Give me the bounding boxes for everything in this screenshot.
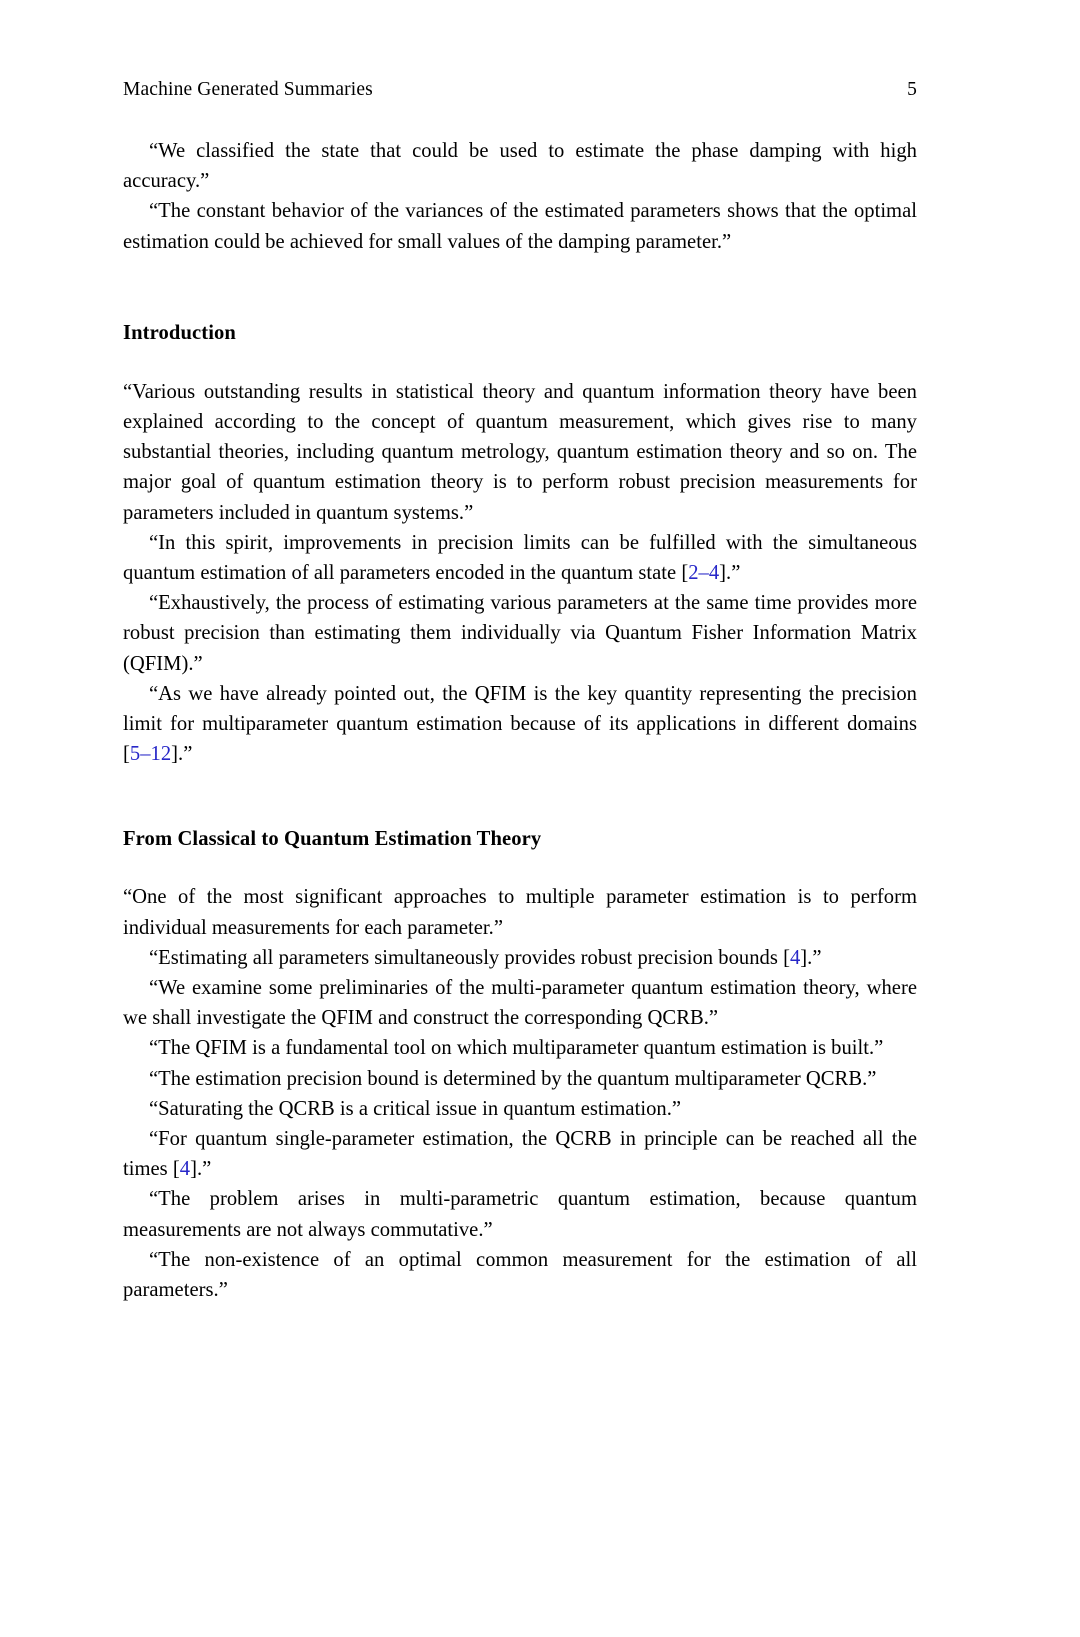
running-head-title: Machine Generated Summaries — [123, 79, 373, 100]
section2-paragraph-citation — [123, 943, 917, 973]
citation-link[interactable]: 2–4 — [688, 562, 720, 585]
paragraph-text-before-citation: “Estimating all parameters simultaneously provides robust precision bounds [ — [149, 946, 790, 969]
section-heading-classical-to-quantum: From Classical to Quantum Estimation Theory — [123, 828, 542, 851]
section2-paragraph: “The non-existence of an optimal common measurement for the estimation of all parameters.” — [123, 1248, 917, 1302]
section2-paragraph: “The problem arises in multi-parametric quantum estimation, because quantum measurements are not always commutative.” — [123, 1188, 917, 1241]
paragraph-text-after-citation: ].” — [719, 562, 741, 585]
section2-paragraph: “One of the most significant approaches to multiple parameter estimation is to perform individual measurements for each parameter.” — [123, 886, 917, 939]
paragraph-text-after-citation: ].” — [171, 743, 193, 766]
introduction-paragraph: “Various outstanding results in statistical theory and quantum information theory have been explained according to the concept of quantum measurement, which gives rise to many substantial theories, including quantum metrology, quantum estimation theory and so on. The major goal of quantum estimation theory is to perform robust precision measurements for parameters included in quantum systems.” — [123, 380, 917, 524]
heading-spacer — [123, 853, 917, 882]
section-spacer — [123, 769, 917, 825]
citation-link[interactable]: 5–12 — [129, 743, 172, 766]
summary-quote-paragraph: “The constant behavior of the variances of the estimated parameters shows that the optimal estimation could be achieved for small values of the damping parameter.” — [123, 200, 917, 253]
heading-spacer — [123, 347, 917, 377]
section2-paragraph: “The QFIM is a fundamental tool on which multiparameter quantum estimation is built.” — [149, 1037, 884, 1060]
section-heading-introduction: Introduction — [123, 321, 236, 344]
introduction-paragraph: “Exhaustively, the process of estimating various parameters at the same time provides more robust precision than estimating them individually via Quantum Fisher Information Matrix (QFIM).” — [123, 592, 917, 675]
section2-paragraph: “We examine some preliminaries of the multi-parameter quantum estimation theory, where we shall investigate the QFIM and construct the corresponding QCRB.” — [123, 977, 917, 1030]
section2-paragraph-citation — [123, 1124, 917, 1184]
paragraph-text-after-citation: ].” — [800, 946, 822, 969]
introduction-paragraph-citation — [123, 528, 917, 588]
paragraph-text-before-citation: “For quantum single-parameter estimation, the QCRB in principle can be reached all the times [ — [123, 1128, 917, 1181]
summary-quote-paragraph: “We classified the state that could be used to estimate the phase damping with high accuracy.” — [123, 140, 917, 193]
text-column — [123, 136, 917, 1305]
section2-paragraph: “The estimation precision bound is determined by the quantum multiparameter QCRB.” — [149, 1067, 877, 1090]
paragraph-text-before-citation: “As we have already pointed out, the QFIM is the key quantity representing the precision limit for multiparameter quantum estimation because of its applications in different domains [ — [123, 682, 917, 766]
section2-paragraph: “Saturating the QCRB is a critical issue in quantum estimation.” — [149, 1097, 682, 1120]
citation-link[interactable]: 4 — [789, 946, 801, 969]
paragraph-text-before-citation: “In this spirit, improvements in precision limits can be fulfilled with the simultaneous quantum estimation of all parameters encoded in the quantum state [ — [123, 531, 917, 585]
page-number: 5 — [907, 79, 917, 100]
section-spacer — [123, 257, 917, 319]
introduction-paragraph-citation — [123, 679, 917, 770]
citation-link[interactable]: 4 — [179, 1158, 191, 1181]
paragraph-text-after-citation: ].” — [190, 1158, 212, 1181]
running-head — [123, 78, 917, 101]
